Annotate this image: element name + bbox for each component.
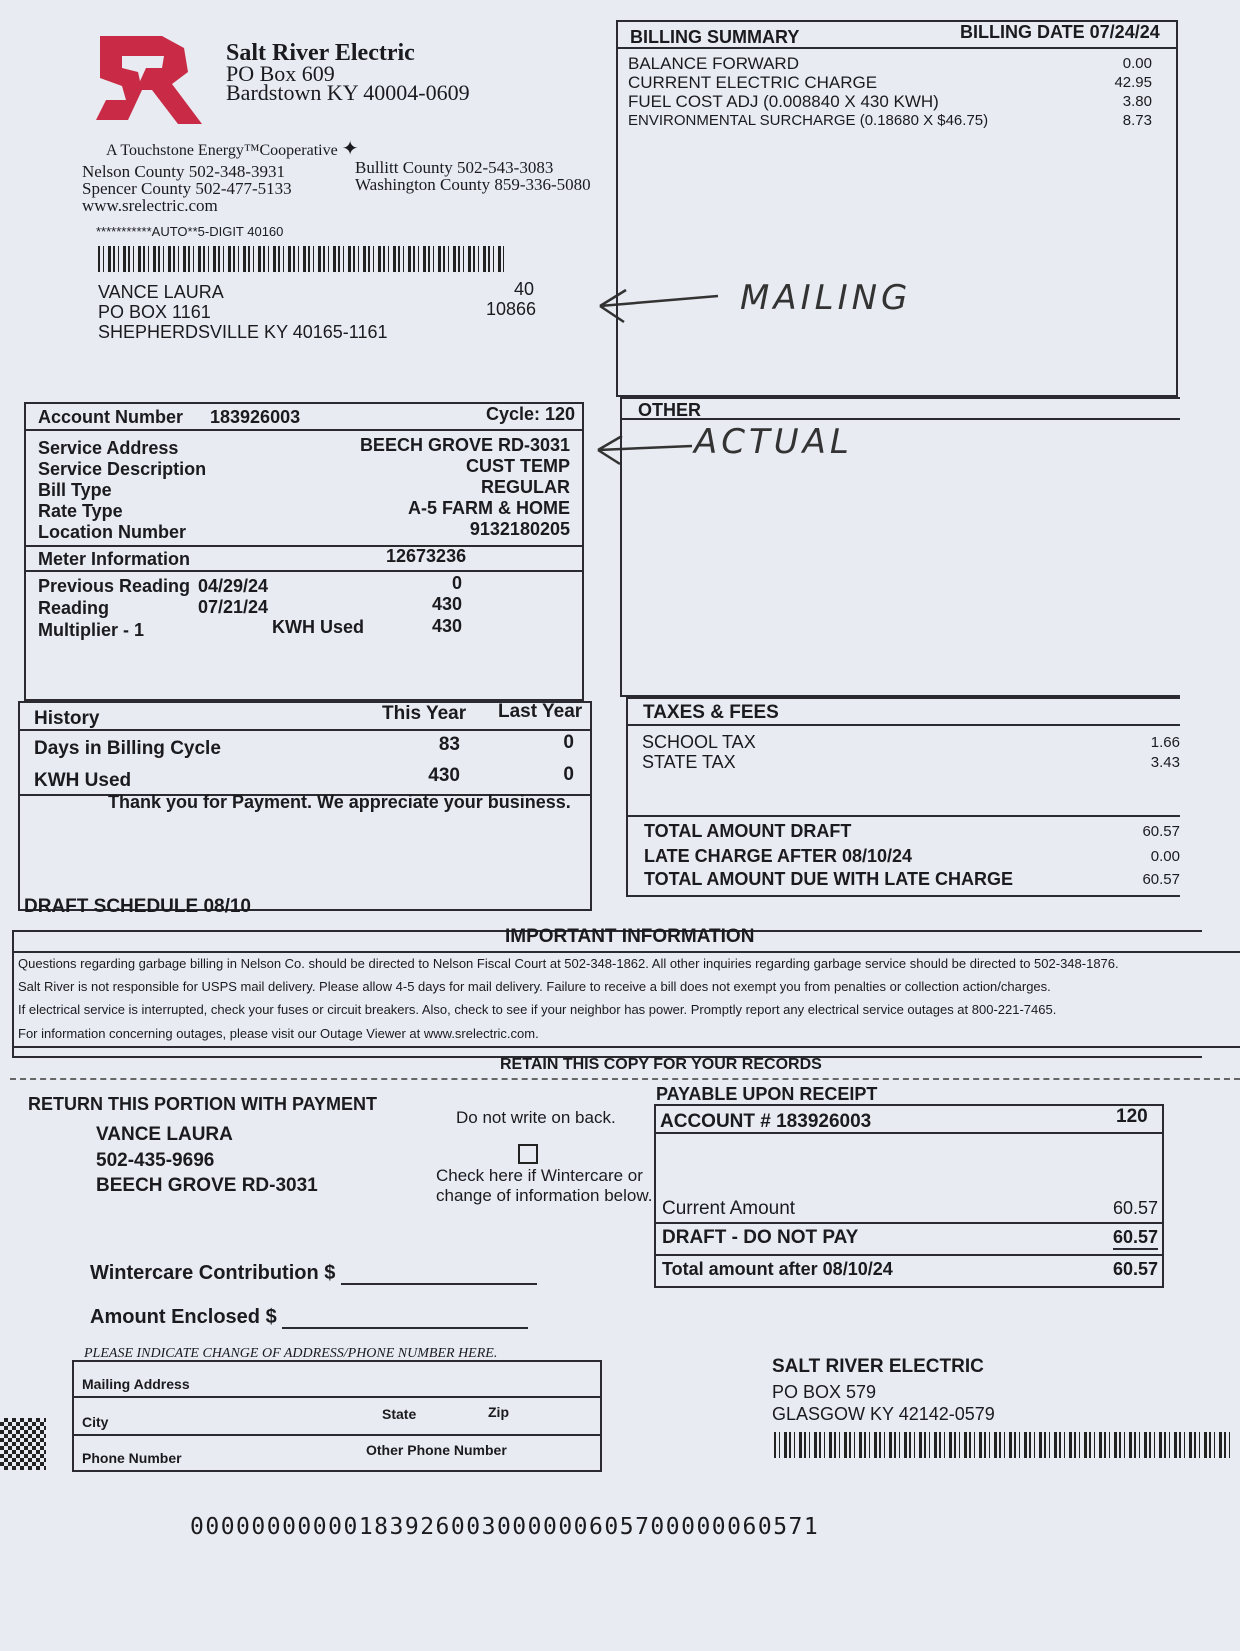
other-phone-field[interactable]: Other Phone Number bbox=[366, 1442, 507, 1458]
mailing-code-2: 10866 bbox=[486, 299, 537, 319]
billing-line bbox=[628, 92, 1152, 111]
rate-type-label: Rate Type bbox=[38, 501, 123, 521]
current-amount-line bbox=[662, 1198, 1158, 1220]
billing-line-amount: 42.95 bbox=[1114, 74, 1152, 91]
billing-line bbox=[628, 73, 1152, 92]
divider bbox=[616, 47, 1178, 49]
reading-date: 07/21/24 bbox=[198, 597, 269, 617]
history-this-year: This Year bbox=[382, 703, 467, 724]
company-address-2: Bardstown KY 40004-0609 bbox=[226, 80, 470, 105]
wintercare-input[interactable] bbox=[341, 1265, 537, 1285]
billing-line-amount: 3.80 bbox=[1122, 93, 1152, 110]
draft-label: DRAFT - DO NOT PAY bbox=[662, 1227, 859, 1248]
prev-reading-date: 04/29/24 bbox=[198, 576, 269, 596]
service-labels bbox=[38, 438, 206, 543]
divider bbox=[620, 418, 1180, 420]
important-title: IMPORTANT INFORMATION bbox=[505, 926, 755, 947]
late-charge-amount: 0.00 bbox=[1150, 848, 1180, 865]
divider bbox=[626, 724, 1180, 726]
tear-line bbox=[10, 1078, 1240, 1080]
phone-bullitt: Bullitt County 502-543-3083 bbox=[355, 158, 554, 177]
late-charge-label: LATE CHARGE AFTER 08/10/24 bbox=[644, 846, 913, 866]
total-due-amount: 60.57 bbox=[1142, 871, 1180, 888]
checkbox-label-1: Check here if Wintercare or bbox=[436, 1166, 643, 1185]
billing-line-label: ENVIRONMENTAL SURCHARGE (0.18680 X $46.75) bbox=[628, 112, 989, 129]
phone-field[interactable]: Phone Number bbox=[82, 1450, 182, 1466]
draft-line bbox=[662, 1227, 1158, 1250]
enclosed-input[interactable] bbox=[282, 1309, 528, 1329]
divider bbox=[18, 729, 592, 731]
current-amount-label: Current Amount bbox=[662, 1198, 796, 1219]
important-line: Questions regarding garbage billing in Nelson Co. should be directed to Nelson Fiscal Court at 502-348-1862. All other inquiries regarding garbage service should be directed to 502-348-1876. bbox=[18, 956, 1119, 971]
reading-value: 430 bbox=[431, 594, 462, 614]
divider bbox=[24, 429, 584, 431]
company-address-1: PO Box 609 bbox=[226, 61, 335, 86]
total-draft-label: TOTAL AMOUNT DRAFT bbox=[644, 821, 852, 841]
billing-line bbox=[628, 54, 1152, 73]
mailing-address-field[interactable]: Mailing Address bbox=[82, 1376, 190, 1392]
wintercare-checkbox[interactable] bbox=[518, 1144, 538, 1164]
bill-type-label: Bill Type bbox=[38, 480, 112, 500]
billing-line-label: BALANCE FORWARD bbox=[628, 54, 799, 73]
billing-line-amount: 0.00 bbox=[1122, 55, 1152, 72]
after-line bbox=[662, 1259, 1158, 1280]
divider bbox=[12, 1046, 1240, 1048]
tax-line bbox=[642, 752, 1180, 773]
auto-sort-line: ***********AUTO**5-DIGIT 40160 bbox=[96, 224, 284, 239]
draft-amount: 60.57 bbox=[1113, 1227, 1158, 1250]
stub-cycle: 120 bbox=[1116, 1106, 1148, 1127]
thank-you-message: Thank you for Payment. We appreciate your business. bbox=[108, 792, 571, 812]
taxes-box bbox=[626, 697, 1180, 897]
divider bbox=[24, 570, 584, 572]
phone-washington: Washington County 859-336-5080 bbox=[355, 175, 591, 194]
service-address: BEECH GROVE RD-3031 bbox=[359, 435, 570, 455]
service-values bbox=[300, 435, 570, 540]
billing-line-label: FUEL COST ADJ (0.008840 X 430 KWH) bbox=[628, 92, 939, 111]
service-address-label: Service Address bbox=[38, 438, 179, 458]
reading-label: Reading bbox=[38, 598, 110, 618]
meter-number: 12673236 bbox=[386, 546, 467, 566]
history-last-year: Last Year bbox=[498, 701, 583, 722]
important-line: For information concerning outages, please visit our Outage Viewer at www.srelectric.com. bbox=[18, 1026, 539, 1041]
website: www.srelectric.com bbox=[82, 196, 218, 215]
return-label: RETURN THIS PORTION WITH PAYMENT bbox=[28, 1094, 378, 1114]
remit-address-1: PO BOX 579 bbox=[772, 1382, 877, 1402]
kwh-used-label: KWH Used bbox=[272, 617, 365, 637]
mailing-address-1: PO BOX 1161 bbox=[98, 302, 211, 322]
cycle: Cycle: 120 bbox=[486, 404, 576, 424]
total-due-line bbox=[644, 869, 1180, 890]
billing-line-amount: 8.73 bbox=[1122, 112, 1152, 129]
remit-barcode bbox=[774, 1432, 1230, 1458]
remit-name: SALT RIVER ELECTRIC bbox=[772, 1356, 984, 1377]
billing-date: BILLING DATE 07/24/24 bbox=[960, 22, 1160, 42]
billing-summary-title: BILLING SUMMARY bbox=[630, 27, 800, 47]
handwritten-mailing: MAILING bbox=[740, 278, 912, 318]
total-draft-line bbox=[644, 821, 1180, 842]
bill-type: REGULAR bbox=[481, 477, 570, 497]
checkbox-label-2: change of information below. bbox=[436, 1186, 653, 1205]
stub-phone: 502-435-9696 bbox=[96, 1150, 215, 1171]
kwh-used-value: 430 bbox=[431, 616, 462, 636]
days-label: Days in Billing Cycle bbox=[34, 738, 221, 759]
draft-schedule: DRAFT SCHEDULE 08/10 bbox=[24, 896, 251, 917]
prev-reading-label: Previous Reading bbox=[38, 576, 191, 596]
total-due-label: TOTAL AMOUNT DUE WITH LATE CHARGE bbox=[644, 869, 1013, 889]
wintercare-label: Wintercare Contribution $ bbox=[90, 1262, 336, 1284]
location-number: 9132180205 bbox=[469, 519, 570, 539]
important-line: If electrical service is interrupted, check your fuses or circuit breakers. Also, check to see if your neighbor has power. Promptly report any electrical service outages at 800-221-7465. bbox=[18, 1002, 1057, 1017]
after-amount: 60.57 bbox=[1112, 1259, 1158, 1279]
touchstone-icon: ✦ bbox=[341, 138, 359, 160]
mailing-code-1: 40 bbox=[514, 279, 535, 299]
account-number: 183926003 bbox=[210, 407, 301, 427]
phone-nelson: Nelson County 502-348-3931 bbox=[82, 162, 286, 181]
prev-reading-value: 0 bbox=[451, 573, 462, 593]
enclosed-label: Amount Enclosed $ bbox=[90, 1306, 277, 1328]
mailing-name: VANCE LAURA bbox=[98, 282, 224, 302]
phone-spencer: Spencer County 502-477-5133 bbox=[82, 179, 292, 198]
stub-address: BEECH GROVE RD-3031 bbox=[96, 1175, 318, 1196]
kwh-last: 0 bbox=[563, 764, 574, 785]
state-field[interactable]: State bbox=[382, 1406, 417, 1422]
company-name: Salt River Electric bbox=[226, 40, 415, 66]
tax-line bbox=[642, 732, 1180, 753]
handwritten-actual: ACTUAL bbox=[694, 422, 853, 462]
tax-amount: 1.66 bbox=[1150, 734, 1180, 751]
current-amount: 60.57 bbox=[1112, 1198, 1158, 1218]
divider bbox=[72, 1396, 602, 1398]
divider bbox=[654, 1222, 1164, 1224]
after-label: Total amount after 08/10/24 bbox=[662, 1259, 893, 1279]
other-title: OTHER bbox=[638, 400, 701, 420]
service-desc: CUST TEMP bbox=[465, 456, 570, 476]
days-last: 0 bbox=[563, 732, 574, 753]
service-desc-label: Service Description bbox=[38, 459, 207, 479]
divider bbox=[654, 1132, 1164, 1134]
divider bbox=[654, 1254, 1164, 1256]
history-label: History bbox=[34, 708, 100, 729]
divider bbox=[626, 815, 1180, 817]
postal-barcode bbox=[98, 246, 504, 272]
divider bbox=[24, 545, 584, 547]
company-logo bbox=[92, 28, 210, 128]
tax-amount: 3.43 bbox=[1150, 754, 1180, 771]
no-write-notice: Do not write on back. bbox=[456, 1108, 616, 1127]
kwh-history-label: KWH Used bbox=[34, 770, 132, 791]
meter-label: Meter Information bbox=[38, 549, 191, 569]
stub-name: VANCE LAURA bbox=[96, 1124, 233, 1145]
tagline-text: A Touchstone Energy™Cooperative bbox=[106, 142, 338, 159]
retain-notice: RETAIN THIS COPY FOR YOUR RECORDS bbox=[500, 1056, 822, 1073]
divider bbox=[72, 1434, 602, 1436]
late-charge-line bbox=[644, 846, 1180, 867]
wintercare-line bbox=[90, 1262, 537, 1285]
tax-label: SCHOOL TAX bbox=[642, 732, 756, 752]
city-field[interactable]: City bbox=[82, 1414, 109, 1430]
change-notice: PLEASE INDICATE CHANGE OF ADDRESS/PHONE NUMBER HERE. bbox=[84, 1346, 498, 1361]
days-this: 83 bbox=[438, 734, 460, 755]
stub-account: ACCOUNT # 183926003 bbox=[660, 1111, 872, 1132]
total-draft-amount: 60.57 bbox=[1142, 823, 1180, 840]
tax-label: STATE TAX bbox=[642, 752, 736, 772]
location-label: Location Number bbox=[38, 522, 187, 542]
remit-address-2: GLASGOW KY 42142-0579 bbox=[772, 1404, 995, 1424]
billing-line bbox=[628, 111, 1152, 130]
ocr-scanline: 00000000000183926003000000605700000060571 bbox=[190, 1514, 820, 1540]
payable-label: PAYABLE UPON RECEIPT bbox=[656, 1084, 878, 1104]
billing-line-label: CURRENT ELECTRIC CHARGE bbox=[628, 73, 878, 92]
cooperative-tagline bbox=[106, 136, 358, 161]
taxes-title: TAXES & FEES bbox=[643, 702, 779, 723]
multiplier-label: Multiplier - 1 bbox=[38, 620, 145, 640]
account-number-label: Account Number bbox=[38, 407, 184, 427]
zip-field[interactable]: Zip bbox=[488, 1404, 509, 1420]
important-line: Salt River is not responsible for USPS mail delivery. Please allow 4-5 days for mail delivery. Failure to receive a bill does not exempt you from penalties or collection action/charges. bbox=[18, 979, 1051, 994]
kwh-this: 430 bbox=[428, 765, 460, 786]
mailing-address-2: SHEPHERDSVILLE KY 40165-1161 bbox=[98, 322, 388, 342]
other-box bbox=[620, 397, 1180, 697]
rate-type: A-5 FARM & HOME bbox=[408, 498, 570, 518]
enclosed-line bbox=[90, 1306, 528, 1329]
qr-code-icon bbox=[0, 1418, 46, 1470]
